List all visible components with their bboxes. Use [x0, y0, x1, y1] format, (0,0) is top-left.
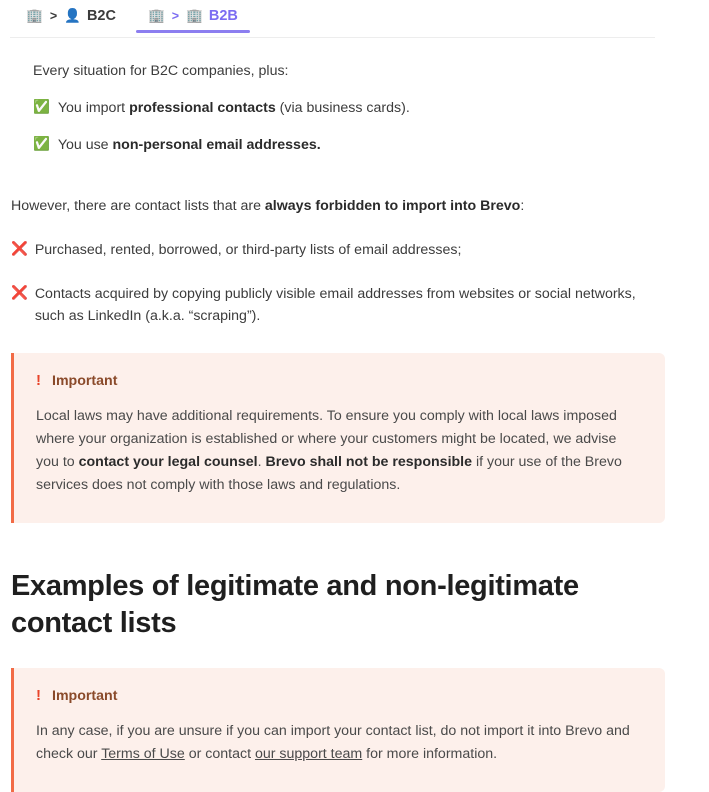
terms-of-use-link[interactable]: Terms of Use [101, 745, 185, 762]
office-building-icon: 🏢 [186, 8, 203, 24]
list-item [11, 239, 665, 261]
callout-important-unsure [11, 668, 665, 792]
tab-b2c-separator: > [49, 9, 58, 23]
callout-body: Local laws may have additional requirements. To ensure you comply with local laws imposed where your organization is established or where your customers might be located, we advise you to contact your legal counsel. Brevo shall not be responsible if your use of the Brevo services does not comply with those laws and regulations. [36, 407, 622, 493]
person-icon: 👤 [64, 8, 81, 24]
forbidden-section [0, 195, 709, 327]
exclamation-icon: ! [36, 372, 41, 390]
callout-body: In any case, if you are unsure if you can import your contact list, do not import it into Brevo and check our Terms of Use or contact our support team for more information. [36, 722, 630, 762]
forbidden-intro: However, there are contact lists that are always forbidden to import into Brevo: [11, 197, 525, 214]
red-cross-icon: ❌ [11, 240, 28, 256]
list-item [11, 283, 665, 327]
tab-b2b-separator: > [171, 9, 180, 23]
list-item [33, 98, 699, 119]
bullet-text: You import professional contacts (via business cards). [57, 100, 410, 116]
green-check-icon: ✅ [33, 99, 50, 114]
red-cross-icon: ❌ [11, 284, 28, 300]
callout-header [36, 688, 641, 704]
callout-title: Important [52, 687, 118, 704]
support-team-link[interactable]: our support team [254, 745, 363, 762]
exclamation-icon: ! [36, 687, 41, 705]
forbidden-item-text: Contacts acquired by copying publicly visible email addresses from websites or social networks, such as LinkedIn (a.k.a. “scraping”). [34, 285, 636, 324]
list-item [33, 135, 699, 156]
office-building-icon: 🏢 [26, 8, 43, 24]
callout-title: Important [52, 372, 118, 389]
tab-b2c[interactable] [10, 0, 132, 33]
tab-b2b-label: B2B [208, 8, 238, 24]
bullet-text: You use non-personal email addresses. [57, 137, 321, 154]
tab-panel-b2b [0, 60, 709, 157]
office-building-icon: 🏢 [147, 8, 165, 24]
green-check-icon: ✅ [33, 136, 50, 152]
page-title: Examples of legitimate and non-legitimate contact lists [11, 569, 579, 639]
panel-intro-text: Every situation for B2C companies, plus: [33, 63, 289, 79]
callout-important-legal [11, 353, 665, 523]
callout-header [36, 373, 641, 389]
tab-b2b[interactable] [132, 0, 254, 33]
tab-bar [10, 0, 699, 38]
forbidden-item-text: Purchased, rented, borrowed, or third-party lists of email addresses; [34, 241, 462, 258]
tab-b2c-label: B2C [86, 8, 116, 24]
